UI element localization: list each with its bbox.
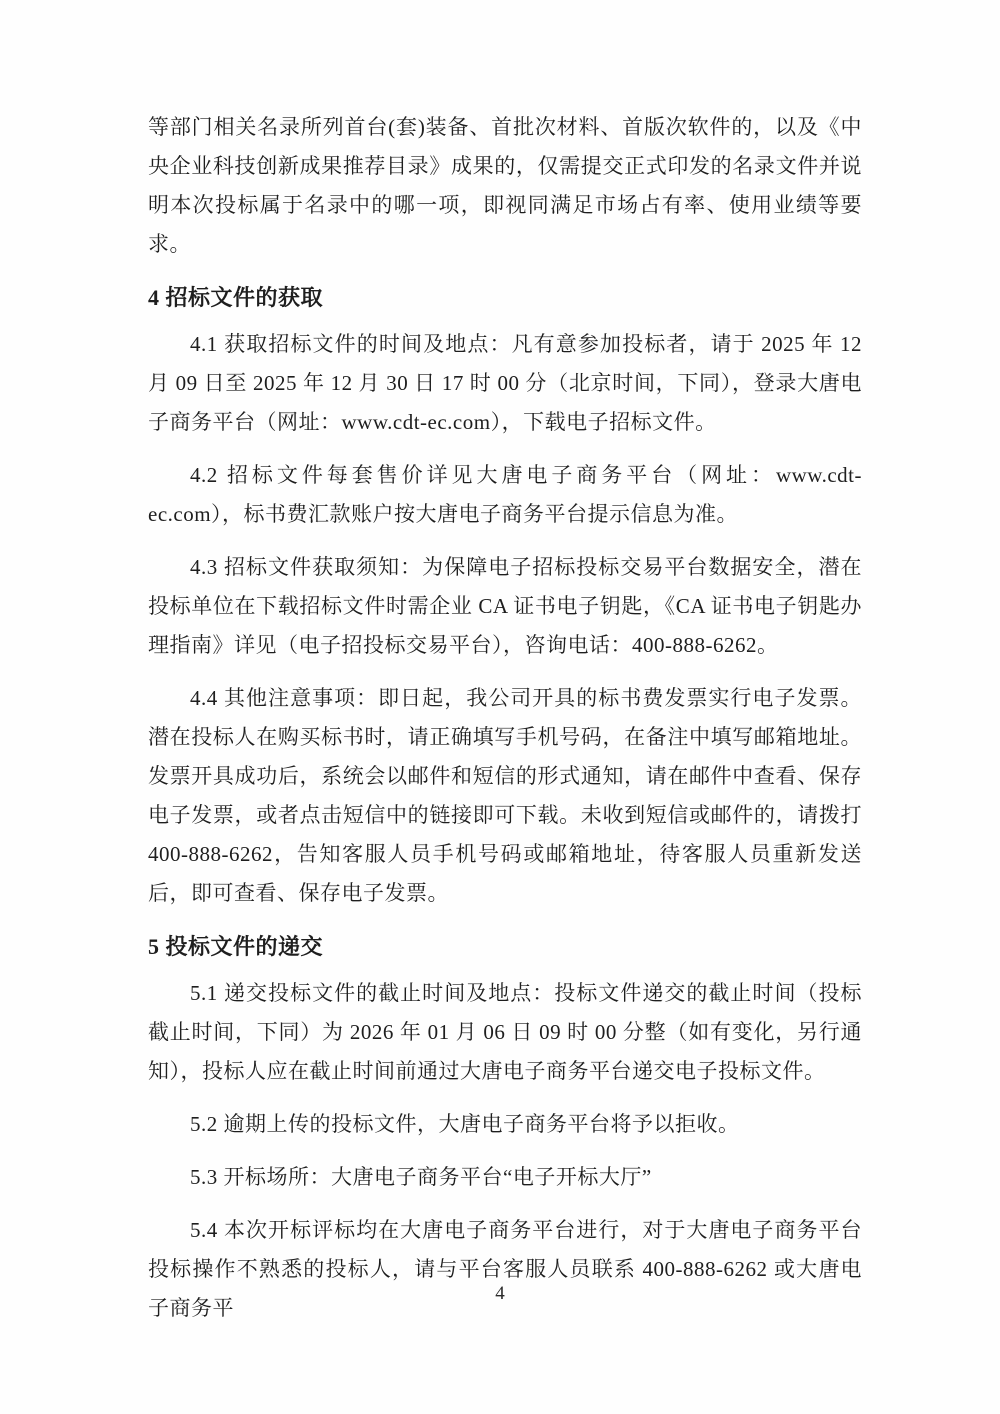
paragraph-continuation: 等部门相关名录所列首台(套)装备、首批次材料、首版次软件的，以及《中央企业科技创新成果推荐目录》成果的，仅需提交正式印发的名录文件并说明本次投标属于名录中的哪一项，即视同满足市场占有率、使用业绩等要求。 [148,115,862,256]
paragraph-4-4: 4.4 其他注意事项：即日起，我公司开具的标书费发票实行电子发票。潜在投标人在购买标书时，请正确填写手机号码，在备注中填写邮箱地址。发票开具成功后，系统会以邮件和短信的形式通知，请在邮件中查看、保存电子发票，或者点击短信中的链接即可下载。未收到短信或邮件的，请拨打 400-888-6262，告知客服人员手机号码或邮箱地址，待客服人员重新发送后，即可查看、保存电子发票。 [148,686,862,905]
paragraph-5-4: 5.4 本次开标评标均在大唐电子商务平台进行，对于大唐电子商务平台投标操作不熟悉的投标人，请与平台客服人员联系 400-888-6262 或大唐电子商务平 [148,1218,862,1320]
paragraph-5-1: 5.1 递交投标文件的截止时间及地点：投标文件递交的截止时间（投标截止时间，下同）为 2026 年 01 月 06 日 09 时 00 分整（如有变化，另行通知），投标人应在截止时间前通过大唐电子商务平台递交电子投标文件。 [148,981,862,1083]
paragraph-4-2: 4.2 招标文件每套售价详见大唐电子商务平台（网址：www.cdt-ec.com），标书费汇款账户按大唐电子商务平台提示信息为准。 [148,463,862,526]
paragraph-4-1: 4.1 获取招标文件的时间及地点：凡有意参加投标者，请于 2025 年 12 月 09 日至 2025 年 12 月 30 日 17 时 00 分（北京时间，下同），登录大唐电子商务平台（网址：www.cdt-ec.com），下载电子招标文件。 [148,332,862,434]
paragraph-5-2: 5.2 逾期上传的投标文件，大唐电子商务平台将予以拒收。 [190,1112,740,1136]
paragraph-5-3: 5.3 开标场所：大唐电子商务平台“电子开标大厅” [190,1165,652,1189]
section-heading-4: 4 招标文件的获取 [148,285,324,310]
paragraph-4-3: 4.3 招标文件获取须知：为保障电子招标投标交易平台数据安全，潜在投标单位在下载招标文件时需企业 CA 证书电子钥匙，《CA 证书电子钥匙办理指南》详见（电子招投标交易平台），咨询电话：400-888-6262。 [148,555,862,657]
section-heading-5: 5 投标文件的递交 [148,934,324,959]
page-content [148,108,862,1342]
page-number: 4 [495,1283,505,1304]
